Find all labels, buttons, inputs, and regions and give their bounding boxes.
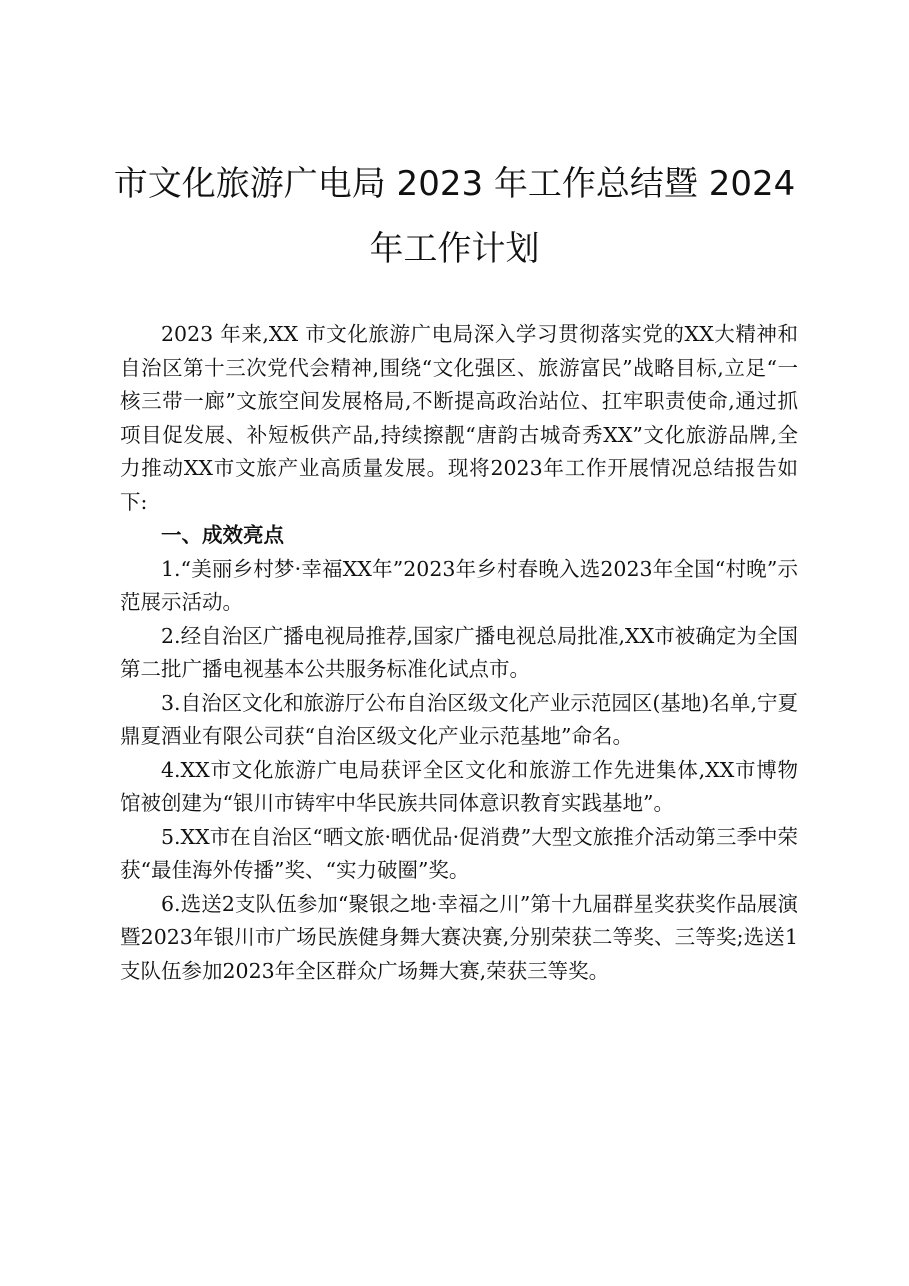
highlight-item-5: 5.XX市在自治区“晒文旅·晒优品·促消费”大型文旅推介活动第三季中荣获“最佳海外传播”奖、“实力破圈”奖。 (120, 824, 798, 882)
highlight-item-6: 6.选送2支队伍参加“聚银之地·幸福之川”第十九届群星奖获奖作品展演暨2023年银川市广场民族健身舞大赛决赛,分别荣获二等奖、三等奖;选送1支队伍参加2023年全区群众广场舞大赛,荣获三等奖。 (120, 891, 798, 983)
highlight-item-1: 1.“美丽乡村梦·幸福XX年”2023年乡村春晚入选2023年全国“村晚”示范展示活动。 (120, 556, 798, 614)
highlight-item-3: 3.自治区文化和旅游厅公布自治区级文化产业示范园区(基地)名单,宁夏鼎夏酒业有限公司获“自治区级文化产业示范基地”命名。 (120, 690, 798, 748)
document-title-line-2: 年工作计划 (369, 229, 540, 269)
highlight-item-4: 4.XX市文化旅游广电局获评全区文化和旅游工作先进集体,XX市博物馆被创建为“银川市铸牢中华民族共同体意识教育实践基地”。 (120, 757, 798, 815)
section-heading: 一、成效亮点 (161, 523, 284, 547)
document-title-line-1: 市文化旅游广电局 2023 年工作总结暨 2024 (113, 164, 796, 204)
highlight-item-2: 2.经自治区广播电视局推荐,国家广播电视总局批准,XX市被确定为全国第二批广播电视基本公共服务标准化试点市。 (120, 623, 798, 681)
intro-paragraph: 2023 年来,XX 市文化旅游广电局深入学习贯彻落实党的XX大精神和自治区第十三次党代会精神,围绕“文化强区、旅游富民”战略目标,立足“一核三带一廊”文旅空间发展格局,不断提高政治站位、扛牢职责使命,通过抓项目促发展、补短板供产品,持续擦靓“唐韵古城奇秀XX”文化旅游品牌,全力推动XX市文旅产业高质量发展。现将2023年工作开展情况总结报告如下: (120, 322, 798, 514)
document-body (120, 318, 798, 988)
